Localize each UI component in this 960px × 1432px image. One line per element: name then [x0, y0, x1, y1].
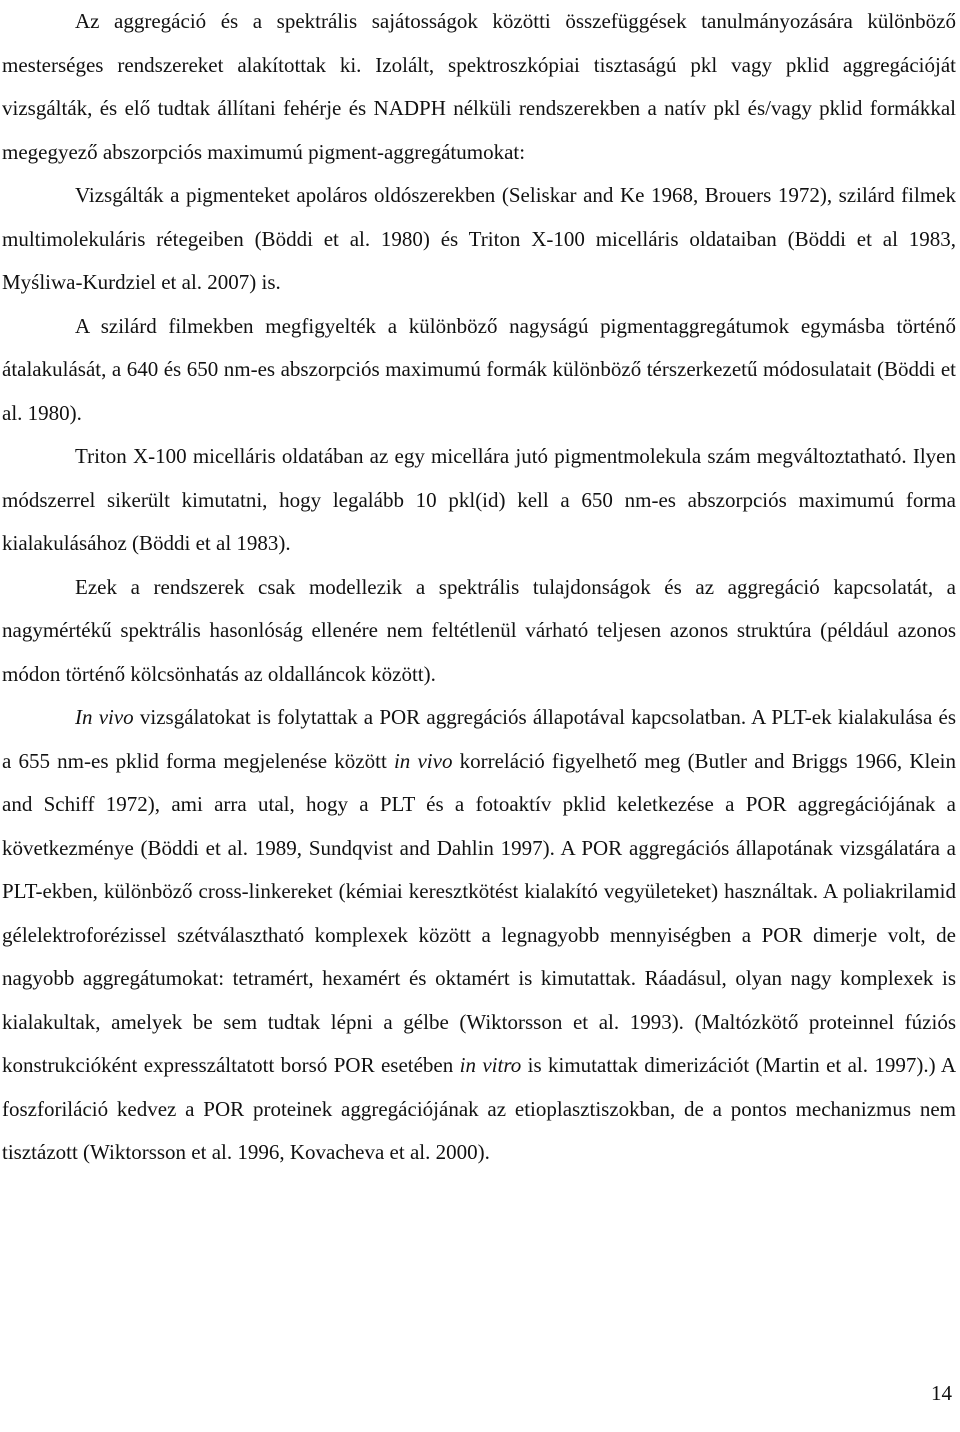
italic-term: in vitro: [459, 1053, 522, 1077]
text-segment: vizsgálatokat is folytattak a POR aggregációs állapotával kapcsolatban. A PLT-ek kialakulása és a 655 nm-es pklid forma megjelenése között: [2, 705, 956, 773]
page-number: 14: [931, 1381, 952, 1405]
italic-term: in vivo: [393, 748, 453, 773]
paragraph-model-systems: Ezek a rendszerek csak modellezik a spektrális tulajdonságok és az aggregáció kapcsolatát, a nagymértékű spektrális hasonlóság ellenére nem feltétlenül várható teljesen azonos struktúra (például azonos módon történő kölcsönhatás az oldalláncok között).: [2, 574, 956, 686]
paragraph-solvents-films-micelles: Vizsgálták a pigmenteket apoláros oldószerekben (Seliskar and Ke 1968, Brouers 1972), szilárd filmek multimolekuláris rétegeiben (Böddi et al. 1980) és Triton X-100 micelláris oldataiban (Böddi et al 1983, Myśliwa-Kurdziel et al. 2007) is.: [2, 183, 956, 294]
text-segment: korreláció figyelhető meg (Butler and Briggs 1966, Klein and Schiff 1972), ami arra utal, hogy a PLT és a fotoaktív pklid keletkezése a POR aggregációjának a következménye (Böddi et al. 1989, Sundqvist and Dahlin 1997). A POR aggregációs állapotának vizsgálatára a PLT-ekben, különböző cross-linkereket (kémiai keresztkötést kialakító vegyületeket) használtak. A poliakrilamid gélelektroforézissel szétválasztható komplexek között a legnagyobb mennyiségben a POR dimerje volt, de nagyobb aggregátumokat: tetramért, hexamért és oktamért is kimutattak. Ráadásul, olyan nagy komplexek is kialakultak, amelyek be sem tudtak lépni a gélbe (Wiktorsson et al. 1993). (Maltózkötő proteinnel fúziós konstrukcióként expresszáltatott borsó POR esetében: [2, 748, 956, 1077]
paragraph-solid-films: A szilárd filmekben megfigyelték a különböző nagyságú pigmentaggregátumok egymásba történő átalakulását, a 640 és 650 nm-es abszorpciós maximumú formák különböző térszerkezetű módosulatait (Böddi et al. 1980).: [2, 313, 956, 425]
body-text: [2, 0, 956, 1175]
paragraph-aggregation-systems: Az aggregáció és a spektrális sajátosságok közötti összefüggések tanulmányozására különböző mesterséges rendszereket alakítottak ki. Izolált, spektroszkópiai tisztaságú pkl vagy pklid aggregációját vizsgálták, és elő tudtak állítani fehérje és NADPH nélküli rendszerekben a natív pkl és/vagy pklid formákkal megegyező abszorpciós maximumú pigment-aggregátumokat:: [2, 9, 956, 164]
text-segment: is kimutattak dimerizációt (Martin et al. 1997).) A foszforiláció kedvez a POR proteinek aggregációjának az etioplasztiszokban, de a pontos mechanizmus nem tisztázott (Wiktorsson et al. 1996, Kovacheva et al. 2000).: [2, 1053, 957, 1164]
paragraph-triton-micelles: Triton X-100 micelláris oldatában az egy micellára jutó pigmentmolekula szám megváltoztatható. Ilyen módszerrel sikerült kimutatni, hogy legalább 10 pkl(id) kell a 650 nm-es abszorpciós maximumú forma kialakulásához (Böddi et al 1983).: [2, 444, 956, 555]
italic-term: In vivo: [75, 705, 134, 729]
paragraph-in-vivo-studies: [2, 696, 956, 1175]
